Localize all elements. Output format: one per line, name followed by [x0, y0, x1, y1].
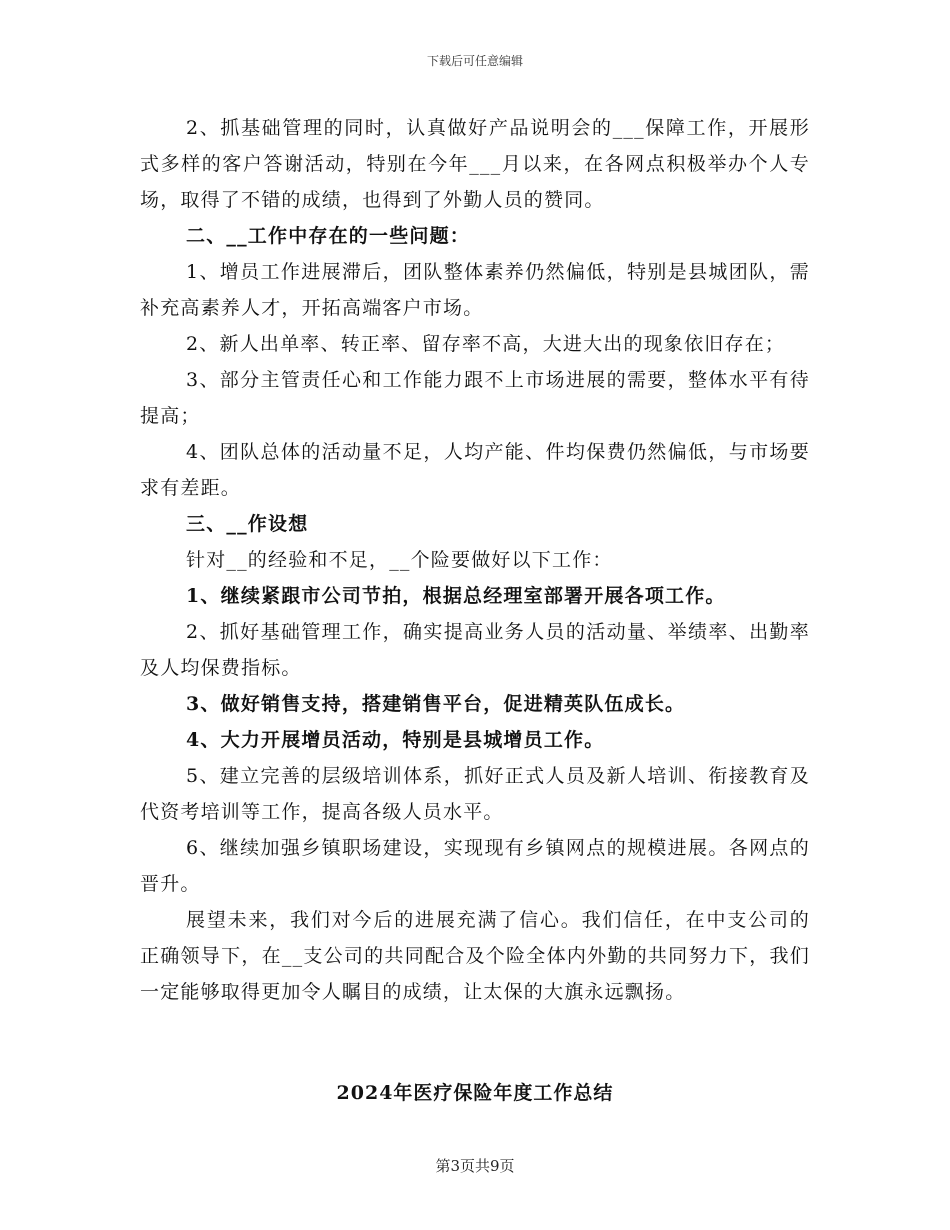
outlook-paragraph: 展望未来，我们对今后的进展充满了信心。我们信任，在中支公司的正确领导下，在__支公司的共同配合及个险全体内外勤的共同努力下，我们一定能够取得更加令人瞩目的成绩，让太保的大旗永远飘扬。: [140, 909, 810, 1003]
section-heading-plans: 三、__作设想: [186, 513, 309, 535]
plans-intro: 针对__的经验和不足，__个险要做好以下工作：: [186, 549, 613, 571]
document-title: 2024年医疗保险年度工作总结: [336, 1082, 614, 1104]
problem-item-3: 3、部分主管责任心和工作能力跟不上市场进展的需要，整体水平有待提高；: [140, 369, 810, 427]
problem-item-2: 2、新人出单率、转正率、留存率不高，大进大出的现象依旧存在；: [186, 333, 786, 355]
paragraph-item-2: 2、抓基础管理的同时，认真做好产品说明会的___保障工作，开展形式多样的客户答谢活动，特别在今年___月以来，在各网点积极举办个人专场，取得了不错的成绩，也得到了外勤人员的赞同。: [140, 117, 810, 211]
problem-item-4: 4、团队总体的活动量不足，人均产能、件均保费仍然偏低，与市场要求有差距。: [140, 441, 810, 499]
page-header: 下载后可任意编辑: [426, 54, 523, 68]
section-heading-problems: 二、__工作中存在的一些问题：: [186, 225, 471, 247]
plan-item-3: 3、做好销售支持，搭建销售平台，促进精英队伍成长。: [186, 693, 686, 715]
plan-item-1: 1、继续紧跟市公司节拍，根据总经理室部署开展各项工作。: [186, 585, 726, 607]
plan-item-4: 4、大力开展增员活动，特别是县城增员工作。: [186, 729, 605, 751]
problem-item-1: 1、增员工作进展滞后，团队整体素养仍然偏低，特别是县城团队，需补充高素养人才，开拓高端客户市场。: [140, 261, 810, 319]
plan-item-2: 2、抓好基础管理工作，确实提高业务人员的活动量、举绩率、出勤率及人均保费指标。: [140, 621, 810, 679]
plan-item-6: 6、继续加强乡镇职场建设，实现现有乡镇网点的规模进展。各网点的晋升。: [140, 837, 810, 895]
plan-item-5: 5、建立完善的层级培训体系，抓好正式人员及新人培训、衔接教育及代资考培训等工作，提高各级人员水平。: [140, 765, 810, 823]
page-footer: 第3页共9页: [435, 1157, 515, 1175]
document-body: [140, 110, 810, 1010]
